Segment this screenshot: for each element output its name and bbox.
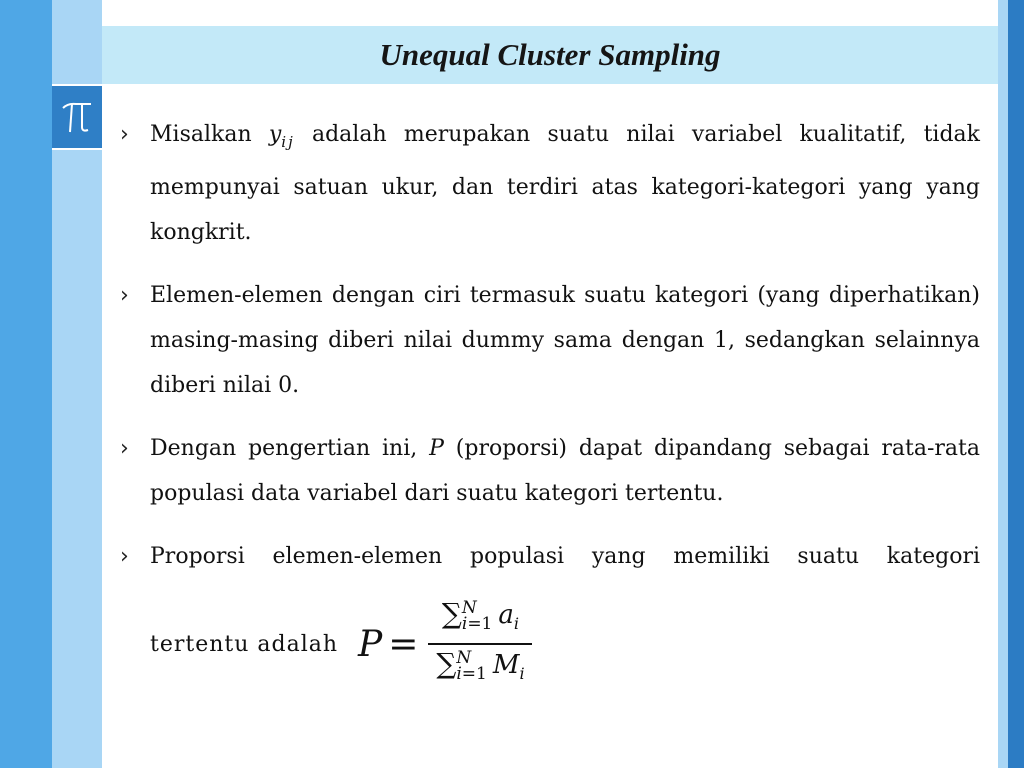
formula-denominator xyxy=(436,647,524,691)
formula-line xyxy=(150,597,980,691)
bullet-arrow-icon: › xyxy=(120,283,129,308)
math-symbol: P xyxy=(429,436,444,461)
left-decor-strip xyxy=(0,0,52,768)
formula-numerator xyxy=(442,597,519,641)
slide-title: Unequal Cluster Sampling xyxy=(379,37,721,72)
denominator-variable: $M_i$ xyxy=(492,650,525,684)
numerator-variable: $a_i$ xyxy=(498,600,520,634)
sum-limits xyxy=(456,648,487,685)
right-decor-strip xyxy=(1008,0,1024,768)
bullet-text xyxy=(150,534,980,691)
sum-lower-limit: i=1 xyxy=(456,664,487,685)
bullet-text-part: Misalkan xyxy=(150,122,269,147)
slide-content xyxy=(120,112,980,709)
formula-equals: = xyxy=(388,623,419,665)
formula-fraction xyxy=(428,597,532,691)
bullet-text: Elemen-elemen dengan ciri termasuk suatu kategori (yang diperhatikan) masing-masing diberi nilai dummy sama dengan 1, sedangkan selainnya diberi nilai 0. xyxy=(150,283,980,398)
bullet-item xyxy=(120,273,980,408)
bullet-text-part: adalah merupakan suatu nilai variabel kualitatif, tidak mempunyai satuan ukur, dan terdiri atas kategori-kategori yang yang kongkrit. xyxy=(150,122,980,245)
sum-limits xyxy=(462,600,493,632)
bullet-text-part: Proporsi elemen-elemen populasi yang memiliki suatu kategori xyxy=(150,544,980,569)
proportion-formula xyxy=(358,597,532,691)
math-symbol: y xyxy=(268,122,282,147)
math-subscript: ij xyxy=(281,133,295,151)
formula-lead-text: tertentu adalah xyxy=(150,631,339,657)
bullet-item xyxy=(120,112,980,255)
sum-symbol: ∑ xyxy=(436,647,457,681)
bullet-text xyxy=(150,112,980,255)
sum-symbol: ∑ xyxy=(441,597,462,630)
bullet-arrow-icon: › xyxy=(120,544,129,569)
sum-upper-limit: N xyxy=(456,648,472,669)
bullet-item xyxy=(120,426,980,516)
bullet-text-part: Dengan pengertian ini, xyxy=(150,436,430,461)
bullet-text xyxy=(150,426,980,516)
formula-lhs: P xyxy=(358,623,383,665)
bullet-arrow-icon: › xyxy=(120,122,129,147)
pi-logo-box xyxy=(52,84,102,150)
sum-upper-limit: N xyxy=(461,598,477,618)
title-band xyxy=(102,26,998,84)
fraction-bar xyxy=(428,643,532,645)
sum-lower-limit: i=1 xyxy=(461,614,493,634)
pi-icon xyxy=(60,99,94,135)
right-decor-strip-light xyxy=(998,0,1008,768)
bullet-text-part: (proporsi) dapat dipandang sebagai rata-rata populasi data variabel dari suatu kategori tertentu. xyxy=(150,436,980,506)
bullet-item xyxy=(120,534,980,691)
bullet-arrow-icon: › xyxy=(120,436,129,461)
